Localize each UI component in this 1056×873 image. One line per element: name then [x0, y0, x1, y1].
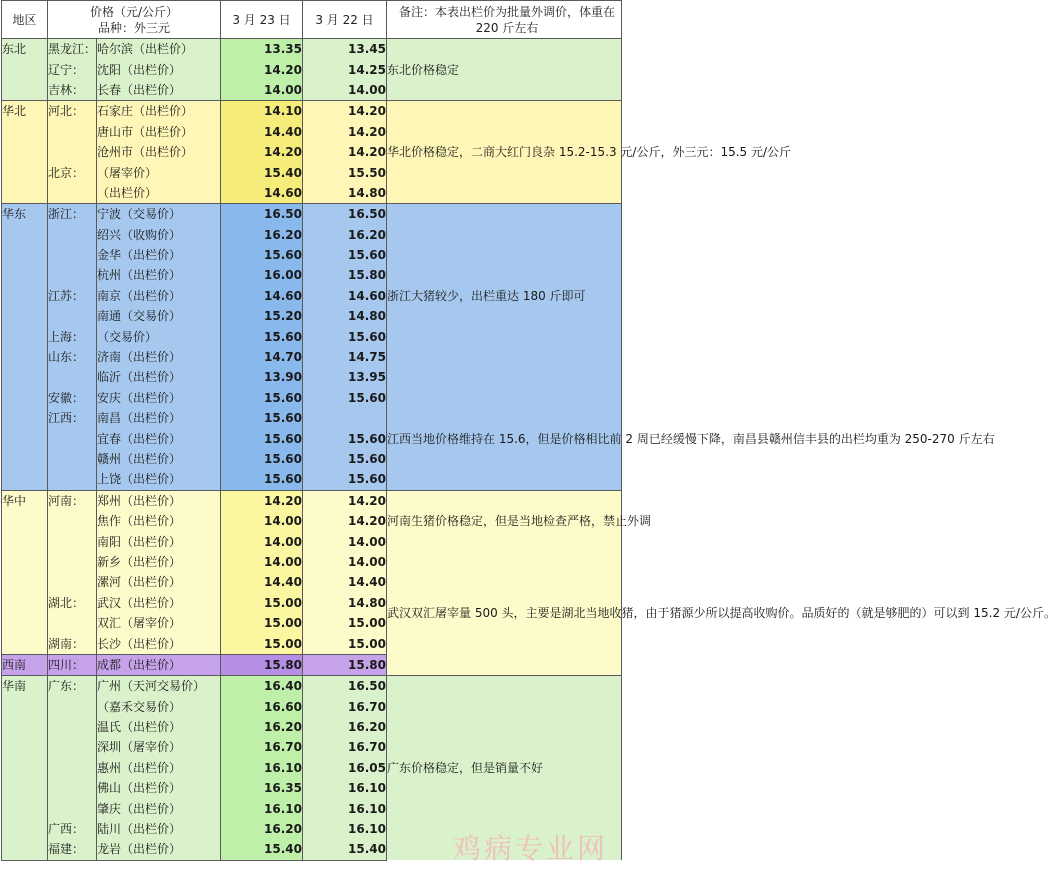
region-cell [2, 142, 48, 162]
province-cell [48, 428, 97, 448]
region-cell [2, 572, 48, 592]
price-yesterday: 15.00 [303, 633, 387, 654]
price-today: 16.50 [221, 204, 303, 225]
price-yesterday: 16.50 [303, 204, 387, 225]
price-today: 16.70 [221, 737, 303, 757]
city-cell: 济南（出栏价） [97, 347, 221, 367]
table-body [2, 39, 1056, 861]
city-cell: 石家庄（出栏价） [97, 101, 221, 122]
price-today: 16.20 [221, 717, 303, 737]
price-header [48, 1, 221, 39]
price-yesterday: 15.60 [303, 469, 387, 490]
province-cell: 山东： [48, 347, 97, 367]
city-cell: 绍兴（收购价） [97, 225, 221, 245]
note-header: 备注：本表出栏价为批量外调价，体重在 220 斤左右 [387, 1, 622, 39]
price-today: 14.40 [221, 122, 303, 142]
price-yesterday: 14.60 [303, 286, 387, 306]
price-yesterday: 16.20 [303, 717, 387, 737]
province-cell [48, 511, 97, 531]
region-cell [2, 511, 48, 531]
city-cell: 南京（出栏价） [97, 286, 221, 306]
price-today: 13.35 [221, 39, 303, 60]
region-cell [2, 613, 48, 633]
city-cell: 温氏（出栏价） [97, 717, 221, 737]
price-today: 16.10 [221, 758, 303, 778]
price-today: 15.80 [221, 654, 303, 675]
city-cell: 长春（出栏价） [97, 80, 221, 101]
city-cell: 南昌（出栏价） [97, 408, 221, 428]
city-cell: 惠州（出栏价） [97, 758, 221, 778]
province-cell [48, 265, 97, 285]
province-cell [48, 531, 97, 551]
region-cell [2, 245, 48, 265]
province-cell [48, 737, 97, 757]
region-cell [2, 428, 48, 448]
price-yesterday: 15.50 [303, 162, 387, 182]
price-today: 14.00 [221, 552, 303, 572]
city-cell: 宁波（交易价） [97, 204, 221, 225]
price-today: 13.90 [221, 367, 303, 387]
city-cell: 金华（出栏价） [97, 245, 221, 265]
city-cell: 陆川（出栏价） [97, 819, 221, 839]
table-row [2, 676, 622, 697]
province-cell [48, 367, 97, 387]
city-cell: 郑州（出栏价） [97, 490, 221, 511]
price-yesterday: 16.70 [303, 737, 387, 757]
price-yesterday: 14.00 [303, 80, 387, 101]
city-cell: （嘉禾交易价） [97, 697, 221, 717]
region-cell [2, 531, 48, 551]
city-cell: 龙岩（出栏价） [97, 839, 221, 860]
price-yesterday: 15.80 [303, 265, 387, 285]
price-yesterday: 15.00 [303, 613, 387, 633]
province-cell [48, 183, 97, 204]
price-yesterday: 16.10 [303, 778, 387, 798]
price-yesterday [303, 408, 387, 428]
price-today: 14.00 [221, 80, 303, 101]
price-today: 15.40 [221, 839, 303, 860]
city-cell: （交易价） [97, 326, 221, 346]
province-cell: 福建： [48, 839, 97, 860]
price-yesterday: 14.40 [303, 572, 387, 592]
city-cell: 哈尔滨（出栏价） [97, 39, 221, 60]
region-cell [2, 347, 48, 367]
city-cell: 赣州（出栏价） [97, 449, 221, 469]
region-cell [2, 326, 48, 346]
city-cell: 新乡（出栏价） [97, 552, 221, 572]
region-cell [2, 59, 48, 79]
region-cell: 华东 [2, 204, 48, 225]
price-yesterday: 14.00 [303, 552, 387, 572]
region-cell [2, 225, 48, 245]
province-cell [48, 306, 97, 326]
price-today: 14.20 [221, 59, 303, 79]
price-today: 15.20 [221, 306, 303, 326]
region-cell [2, 778, 48, 798]
province-cell: 湖北： [48, 593, 97, 613]
province-cell [48, 572, 97, 592]
note-cell: 浙江大猪较少，出栏重达 180 斤即可 [387, 204, 622, 388]
price-yesterday: 14.80 [303, 593, 387, 613]
region-cell [2, 408, 48, 428]
price-yesterday: 16.10 [303, 819, 387, 839]
note-cell: 广东价格稳定，但是销量不好 [387, 676, 622, 861]
price-yesterday: 15.60 [303, 388, 387, 408]
province-cell: 湖南： [48, 633, 97, 654]
region-cell: 东北 [2, 39, 48, 60]
city-cell: 南阳（出栏价） [97, 531, 221, 551]
price-today: 14.60 [221, 286, 303, 306]
province-cell: 浙江： [48, 204, 97, 225]
city-cell: 沈阳（出栏价） [97, 59, 221, 79]
province-cell: 上海： [48, 326, 97, 346]
price-yesterday: 14.20 [303, 101, 387, 122]
price-today: 15.00 [221, 613, 303, 633]
note-cell: 东北价格稳定 [387, 39, 622, 101]
price-today: 16.00 [221, 265, 303, 285]
region-cell: 西南 [2, 654, 48, 675]
price-today: 15.60 [221, 388, 303, 408]
price-today: 16.20 [221, 819, 303, 839]
price-today: 15.60 [221, 469, 303, 490]
city-cell: 沧州市（出栏价） [97, 142, 221, 162]
price-today: 14.60 [221, 183, 303, 204]
region-cell [2, 449, 48, 469]
province-cell [48, 552, 97, 572]
price-today: 15.40 [221, 162, 303, 182]
note-cell: 华北价格稳定，二商大红门良杂 15.2-15.3 元/公斤，外三元：15.5 元/公斤 [387, 101, 622, 204]
region-cell: 华北 [2, 101, 48, 122]
price-yesterday: 14.20 [303, 490, 387, 511]
province-cell [48, 469, 97, 490]
region-cell [2, 122, 48, 142]
price-today: 14.70 [221, 347, 303, 367]
region-cell [2, 633, 48, 654]
city-cell: 成都（出栏价） [97, 654, 221, 675]
price-yesterday: 15.60 [303, 449, 387, 469]
city-cell: （屠宰价） [97, 162, 221, 182]
price-yesterday: 14.25 [303, 59, 387, 79]
region-cell [2, 737, 48, 757]
price-today: 15.60 [221, 428, 303, 448]
province-cell [48, 449, 97, 469]
price-yesterday: 16.10 [303, 798, 387, 818]
price-yesterday: 15.80 [303, 654, 387, 675]
price-today: 14.40 [221, 572, 303, 592]
price-today: 15.60 [221, 449, 303, 469]
city-cell: 肇庆（出栏价） [97, 798, 221, 818]
province-cell [48, 225, 97, 245]
price-today: 14.00 [221, 531, 303, 551]
region-cell: 华南 [2, 676, 48, 697]
price-today: 16.60 [221, 697, 303, 717]
date2-header: 3 月 22 日 [303, 1, 387, 39]
price-yesterday: 14.80 [303, 183, 387, 204]
province-cell [48, 122, 97, 142]
region-cell [2, 80, 48, 101]
province-cell: 广西： [48, 819, 97, 839]
city-cell: 临沂（出栏价） [97, 367, 221, 387]
price-table [1, 0, 1056, 861]
province-cell: 江西： [48, 408, 97, 428]
price-today: 15.60 [221, 408, 303, 428]
province-cell: 广东： [48, 676, 97, 697]
region-cell [2, 758, 48, 778]
city-cell: 广州（天河交易价） [97, 676, 221, 697]
city-cell: 安庆（出栏价） [97, 388, 221, 408]
region-cell [2, 839, 48, 860]
city-cell: 上饶（出栏价） [97, 469, 221, 490]
price-today: 15.60 [221, 326, 303, 346]
city-cell: 杭州（出栏价） [97, 265, 221, 285]
price-today: 14.10 [221, 101, 303, 122]
province-cell [48, 798, 97, 818]
city-cell: 焦作（出栏价） [97, 511, 221, 531]
price-today: 16.10 [221, 798, 303, 818]
price-header-line2: 品种：外三元 [98, 20, 171, 35]
price-yesterday: 15.40 [303, 839, 387, 860]
region-cell [2, 819, 48, 839]
region-cell [2, 183, 48, 204]
province-cell: 辽宁： [48, 59, 97, 79]
price-today: 14.20 [221, 142, 303, 162]
price-yesterday: 16.70 [303, 697, 387, 717]
region-header: 地区 [2, 1, 48, 39]
price-yesterday: 14.75 [303, 347, 387, 367]
region-cell: 华中 [2, 490, 48, 511]
city-cell: （出栏价） [97, 183, 221, 204]
table-row [2, 388, 622, 408]
price-today: 15.00 [221, 593, 303, 613]
table-row [2, 39, 622, 60]
price-header-line1: 价格（元/公斤） [89, 4, 179, 19]
province-cell: 四川： [48, 654, 97, 675]
price-yesterday: 16.50 [303, 676, 387, 697]
city-cell: 漯河（出栏价） [97, 572, 221, 592]
table-row [2, 552, 622, 572]
price-yesterday: 15.60 [303, 428, 387, 448]
province-cell: 江苏： [48, 286, 97, 306]
region-cell [2, 162, 48, 182]
province-cell [48, 245, 97, 265]
province-cell [48, 778, 97, 798]
price-yesterday: 14.20 [303, 122, 387, 142]
table-row [2, 490, 622, 511]
region-cell [2, 367, 48, 387]
price-today: 14.20 [221, 490, 303, 511]
table-row [2, 101, 622, 122]
watermark: 鸡病专业网 [452, 832, 608, 865]
price-yesterday: 15.60 [303, 326, 387, 346]
region-cell [2, 306, 48, 326]
province-cell [48, 142, 97, 162]
city-cell: 武汉（出栏价） [97, 593, 221, 613]
region-cell [2, 798, 48, 818]
province-cell: 吉林： [48, 80, 97, 101]
price-yesterday: 16.20 [303, 225, 387, 245]
province-cell [48, 758, 97, 778]
note-cell: 河南生猪价格稳定，但是当地检查严格，禁止外调 [387, 490, 622, 552]
price-today: 15.60 [221, 245, 303, 265]
price-today: 14.00 [221, 511, 303, 531]
city-cell: 双汇（屠宰价） [97, 613, 221, 633]
region-cell [2, 286, 48, 306]
price-yesterday: 14.20 [303, 142, 387, 162]
price-today: 16.20 [221, 225, 303, 245]
province-cell [48, 717, 97, 737]
price-yesterday: 13.95 [303, 367, 387, 387]
city-cell: 唐山市（出栏价） [97, 122, 221, 142]
region-cell [2, 552, 48, 572]
region-cell [2, 388, 48, 408]
price-yesterday: 14.80 [303, 306, 387, 326]
province-cell [48, 697, 97, 717]
province-cell: 黑龙江： [48, 39, 97, 60]
date1-header: 3 月 23 日 [221, 1, 303, 39]
province-cell: 安徽： [48, 388, 97, 408]
region-cell [2, 697, 48, 717]
price-yesterday: 14.20 [303, 511, 387, 531]
region-cell [2, 717, 48, 737]
price-yesterday: 15.60 [303, 245, 387, 265]
region-cell [2, 593, 48, 613]
province-cell [48, 613, 97, 633]
price-yesterday: 16.05 [303, 758, 387, 778]
price-yesterday: 14.00 [303, 531, 387, 551]
region-cell [2, 265, 48, 285]
province-cell: 北京： [48, 162, 97, 182]
price-today: 15.00 [221, 633, 303, 654]
note-cell: 武汉双汇屠宰量 500 头，主要是湖北当地收猪，由于猪源少所以提高收购价。品质好的（就是够肥的）可以到 15.2 元/公斤。 [387, 552, 622, 676]
province-cell: 河北： [48, 101, 97, 122]
price-today: 16.35 [221, 778, 303, 798]
price-yesterday: 13.45 [303, 39, 387, 60]
note-cell: 江西当地价格维持在 15.6，但是价格相比前 2 周已经缓慢下降，南昌县赣州信丰县的出栏均重为 250-270 斤左右 [387, 388, 622, 490]
header-row [2, 1, 622, 39]
city-cell: 南通（交易价） [97, 306, 221, 326]
region-cell [2, 469, 48, 490]
city-cell: 宜春（出栏价） [97, 428, 221, 448]
province-cell: 河南： [48, 490, 97, 511]
city-cell: 长沙（出栏价） [97, 633, 221, 654]
table-row [2, 204, 622, 225]
city-cell: 深圳（屠宰价） [97, 737, 221, 757]
price-today: 16.40 [221, 676, 303, 697]
city-cell: 佛山（出栏价） [97, 778, 221, 798]
